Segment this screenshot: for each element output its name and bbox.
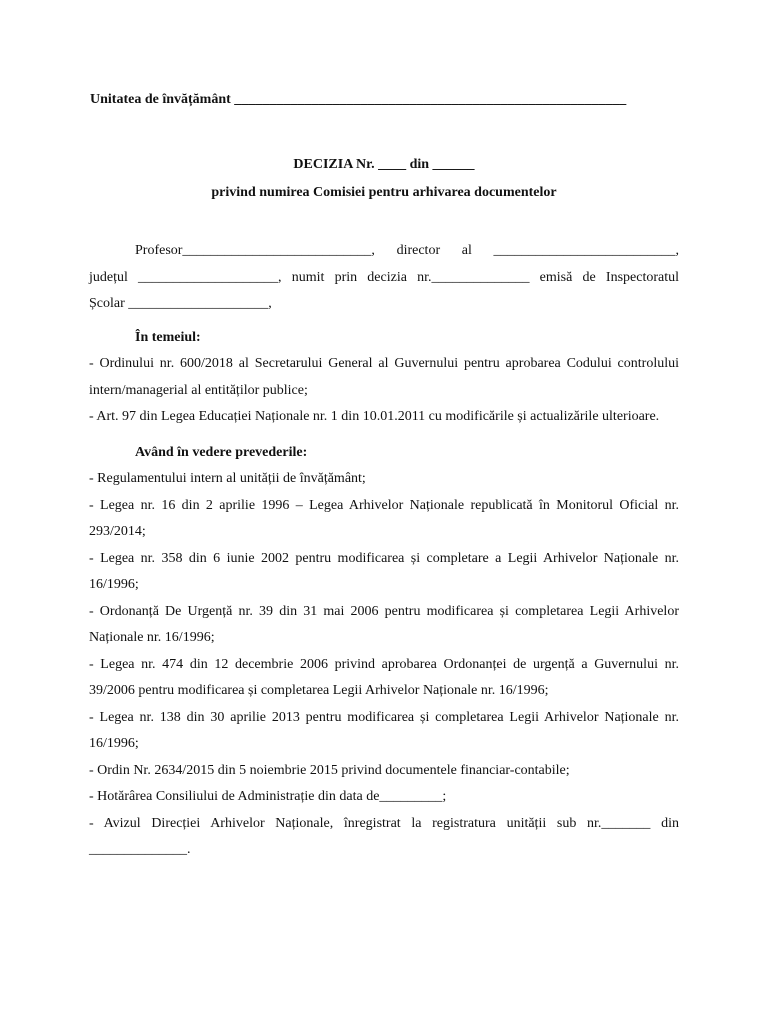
considering-item: - Avizul Direcției Arhivelor Naționale, înregistrat la registratura unității sub nr._______ din ______________.	[89, 815, 679, 857]
intro-line-2: județul ____________________, numit prin decizia nr.______________ emisă de Inspectoratul	[89, 269, 679, 285]
considering-item: - Legea nr. 16 din 2 aprilie 1996 – Legea Arhivelor Naționale republicată în Monitorul Oficial nr. 293/2014;	[89, 497, 679, 539]
considering-item: - Regulamentului intern al unității de învățământ;	[89, 471, 366, 486]
considering-item: - Ordonanță De Urgență nr. 39 din 31 mai 2006 pentru modificarea și completarea Legii Arhivelor Naționale nr. 16/1996;	[89, 603, 679, 645]
considering-heading: Având în vedere prevederile:	[135, 444, 308, 460]
considering-item: - Legea nr. 138 din 30 aprilie 2013 pentru modificarea și completarea Legii Arhivelor Naționale nr. 16/1996;	[89, 709, 679, 751]
intro-line-3: Școlar ____________________,	[89, 296, 272, 311]
basis-item: - Ordinului nr. 600/2018 al Secretarului General al Guvernului pentru aprobarea Codului controlului intern/managerial al entităților publice;	[89, 356, 679, 398]
intro-line-1: Profesor___________________________, director al __________________________,	[135, 243, 679, 258]
considering-item: - Ordin Nr. 2634/2015 din 5 noiembrie 2015 privind documentele financiar-contabile;	[89, 762, 570, 778]
considering-item: - Legea nr. 474 din 12 decembrie 2006 privind aprobarea Ordonanței de urgență a Guvernului nr. 39/2006 pentru modificarea și completarea Legii Arhivelor Naționale nr. 16/1996;	[89, 656, 679, 698]
decision-title: DECIZIA Nr. ____ din ______	[293, 157, 475, 172]
decision-subject: privind numirea Comisiei pentru arhivarea documentelor	[211, 185, 557, 200]
considering-item: - Hotărârea Consiliului de Administrație din data de_________;	[89, 789, 447, 804]
considering-item: - Legea nr. 358 din 6 iunie 2002 pentru modificarea și completare a Legii Arhivelor Naționale nr. 16/1996;	[89, 550, 679, 592]
document-body	[89, 238, 679, 864]
basis-item: - Art. 97 din Legea Educației Naționale nr. 1 din 10.01.2011 cu modificările și actualizările ulterioare.	[89, 409, 660, 424]
institution-line: Unitatea de învățământ ________________________________________________________	[90, 92, 627, 107]
basis-heading: În temeiul:	[135, 329, 201, 345]
